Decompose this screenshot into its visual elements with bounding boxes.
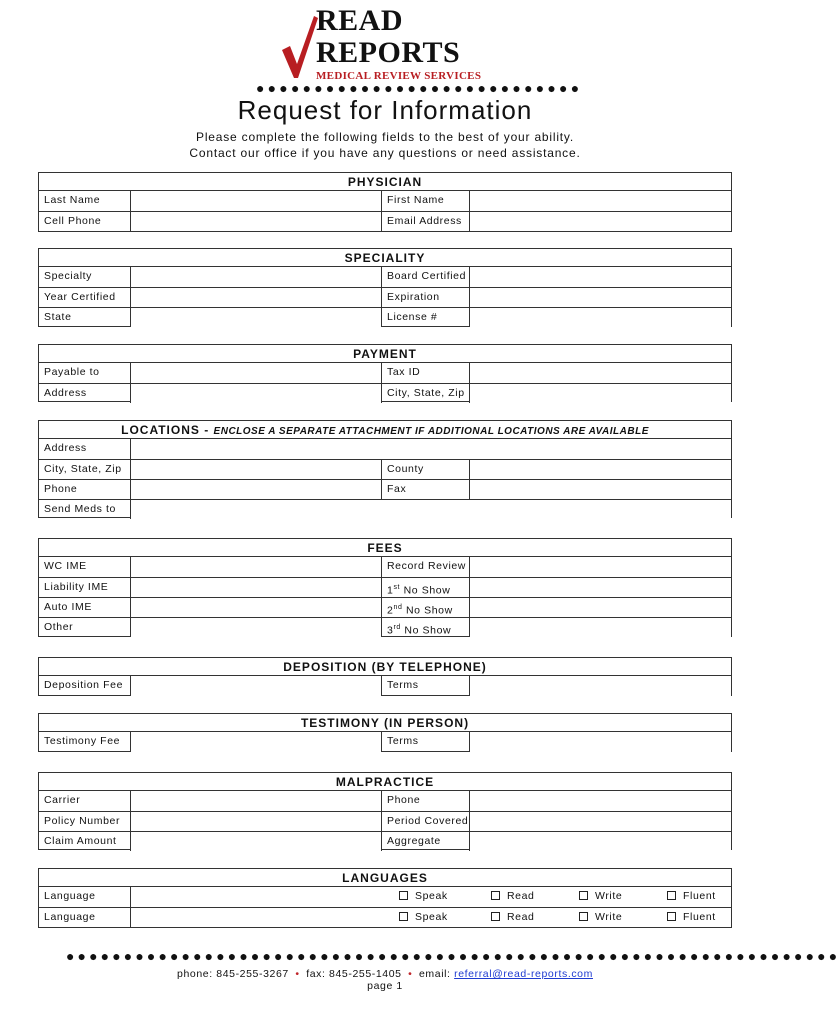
form-row (39, 557, 731, 577)
deposition-section (38, 657, 732, 696)
expiration-field[interactable] (469, 288, 731, 307)
location-city-state-zip-field[interactable] (130, 460, 381, 479)
location-address-field[interactable] (130, 439, 731, 459)
read-checkbox[interactable] (469, 908, 557, 927)
aggregate-field[interactable] (469, 832, 731, 851)
county-field[interactable] (469, 460, 731, 479)
form-row (39, 479, 731, 499)
checkbox-label: Speak (415, 911, 448, 923)
checkbox-icon[interactable] (491, 912, 500, 921)
checkbox-icon[interactable] (399, 912, 408, 921)
checkbox-icon[interactable] (667, 912, 676, 921)
section-header-deposition: DEPOSITION (BY TELEPHONE) (39, 658, 731, 676)
payment-city-state-zip-field[interactable] (469, 384, 731, 403)
footer-bullet: • (408, 968, 413, 980)
company-logo (280, 4, 510, 84)
form-row (39, 831, 731, 851)
last-name-field[interactable] (130, 191, 381, 211)
year-certified-field[interactable] (130, 288, 381, 307)
form-row (39, 267, 731, 287)
footer-bullet: • (295, 968, 300, 980)
checkbox-icon[interactable] (491, 891, 500, 900)
intro-line-2: Contact our office if you have any questions or need assistance. (189, 146, 581, 160)
field-label: Cell Phone (44, 215, 102, 227)
field-label: Payable to (44, 366, 100, 378)
second-no-show-fee-field[interactable] (469, 598, 731, 617)
field-label: Claim Amount (44, 835, 117, 847)
form-row (39, 732, 731, 752)
field-label: Last Name (44, 194, 101, 206)
checkbox-icon[interactable] (579, 912, 588, 921)
form-row (39, 617, 731, 637)
ordinal-suffix: rd (393, 624, 401, 631)
form-row (39, 287, 731, 307)
field-label (381, 578, 469, 597)
send-meds-to-field[interactable] (130, 500, 731, 519)
field-label: Phone (44, 483, 78, 495)
footer-email-label: email: (418, 968, 455, 980)
checkbox-icon[interactable] (399, 891, 408, 900)
decorative-divider-top: ●●●●●●●●●●●●●●●●●●●●●●●●●●●● (256, 80, 583, 96)
form-row (39, 191, 731, 211)
payment-section (38, 344, 732, 402)
checkbox-label: Fluent (683, 890, 716, 902)
auto-ime-fee-field[interactable] (130, 598, 381, 617)
field-label: Other (44, 621, 74, 633)
field-label: Aggregate (381, 832, 469, 851)
field-label: Auto IME (44, 601, 92, 613)
license-field[interactable] (469, 308, 731, 327)
decorative-divider-bottom: ●●●●●●●●●●●●●●●●●●●●●●●●●●●●●●●●●●●●●●●●●●●●●●●●●●●●●●●●●●●●●●●●●●● (66, 948, 840, 964)
page-number: page 1 (367, 980, 403, 992)
form-row (39, 791, 731, 811)
field-label: Terms (381, 732, 469, 752)
language-field[interactable] (130, 908, 381, 927)
claim-amount-field[interactable] (130, 832, 381, 851)
field-label: License # (381, 308, 469, 327)
liability-ime-fee-field[interactable] (130, 578, 381, 597)
language-field[interactable] (130, 887, 381, 907)
section-header-fees: FEES (39, 539, 731, 557)
field-label: City, State, Zip (381, 384, 469, 403)
cell-phone-field[interactable] (130, 212, 381, 231)
testimony-section (38, 713, 732, 752)
field-label (381, 598, 469, 617)
field-label: Deposition Fee (44, 679, 124, 691)
payment-address-field[interactable] (130, 384, 381, 403)
checkbox-icon[interactable] (579, 891, 588, 900)
checkbox-label: Speak (415, 890, 448, 902)
deposition-terms-field[interactable] (469, 676, 731, 696)
field-label: Policy Number (44, 815, 121, 827)
period-covered-field[interactable] (469, 812, 731, 831)
write-checkbox[interactable] (557, 887, 645, 907)
checkbox-label: Read (507, 890, 535, 902)
specialty-field[interactable] (130, 267, 381, 287)
form-row (39, 597, 731, 617)
checkbox-label: Write (595, 890, 623, 902)
locations-note: ENCLOSE A SEPARATE ATTACHMENT IF ADDITIONAL LOCATIONS ARE AVAILABLE (213, 426, 649, 437)
form-row (39, 811, 731, 831)
record-review-fee-field[interactable] (469, 557, 731, 577)
form-row (39, 499, 731, 519)
field-label: Email Address (381, 212, 469, 231)
malpractice-phone-field[interactable] (469, 791, 731, 811)
board-certified-field[interactable] (469, 267, 731, 287)
first-name-field[interactable] (469, 191, 731, 211)
first-no-show-fee-field[interactable] (469, 578, 731, 597)
field-label: State (44, 311, 72, 323)
footer-contact (0, 968, 770, 980)
field-label: Fax (381, 480, 469, 499)
fluent-checkbox[interactable] (645, 908, 731, 927)
field-label: Year Certified (44, 291, 116, 303)
testimony-fee-field[interactable] (130, 732, 381, 752)
ordinal-suffix: nd (393, 604, 403, 611)
state-field[interactable] (130, 308, 381, 327)
email-field[interactable] (469, 212, 731, 231)
section-header-locations (39, 421, 731, 439)
field-label: Expiration (381, 288, 469, 307)
field-label: County (381, 460, 469, 479)
field-label: Carrier (44, 794, 81, 806)
field-label: Tax ID (381, 363, 469, 383)
locations-section (38, 420, 732, 518)
fees-section (38, 538, 732, 637)
location-phone-field[interactable] (130, 480, 381, 499)
field-label: Language (44, 911, 96, 923)
form-row (39, 459, 731, 479)
field-label: Address (44, 387, 87, 399)
third-no-show-fee-field[interactable] (469, 618, 731, 637)
field-label (381, 618, 469, 637)
field-label: Terms (381, 676, 469, 696)
no-show-label: No Show (402, 604, 453, 617)
checkbox-label: Read (507, 911, 535, 923)
field-label: Record Review (381, 557, 469, 577)
field-label: Board Certified (381, 267, 469, 287)
footer-phone: phone: 845-255-3267 (177, 968, 289, 980)
no-show-label: No Show (400, 584, 451, 597)
languages-section (38, 868, 732, 928)
locations-title: LOCATIONS - (121, 423, 214, 437)
field-label: Address (44, 442, 87, 454)
language-row (39, 907, 731, 927)
field-label: Liability IME (44, 581, 109, 593)
section-header-physician: PHYSICIAN (39, 173, 731, 191)
malpractice-section (38, 772, 732, 850)
form-row (39, 363, 731, 383)
ordinal-number: 1 (387, 584, 394, 597)
tax-id-field[interactable] (469, 363, 731, 383)
form-row (39, 307, 731, 327)
checkbox-label: Fluent (683, 911, 716, 923)
field-label: Testimony Fee (44, 735, 121, 747)
read-checkbox[interactable] (469, 887, 557, 907)
form-row (39, 577, 731, 597)
ordinal-number: 2 (387, 604, 394, 617)
speciality-section (38, 248, 732, 327)
speak-checkbox[interactable] (381, 887, 469, 907)
footer-fax: fax: 845-255-1405 (306, 968, 402, 980)
language-row (39, 887, 731, 907)
logo-text-reports: REPORTS (316, 36, 461, 69)
payable-to-field[interactable] (130, 363, 381, 383)
fluent-checkbox[interactable] (645, 887, 731, 907)
write-checkbox[interactable] (557, 908, 645, 927)
field-label: First Name (381, 191, 469, 211)
logo-tagline: MEDICAL REVIEW SERVICES (316, 70, 482, 82)
form-row (39, 211, 731, 231)
field-label: WC IME (44, 560, 87, 572)
fax-field[interactable] (469, 480, 731, 499)
policy-number-field[interactable] (130, 812, 381, 831)
ordinal-number: 3 (387, 624, 394, 637)
form-row (39, 676, 731, 696)
intro-line-1: Please complete the following fields to the best of your ability. (196, 130, 574, 144)
checkmark-icon (280, 12, 320, 82)
field-label: Language (44, 890, 96, 902)
checkbox-label: Write (595, 911, 623, 923)
ordinal-suffix: st (393, 584, 401, 591)
form-row (39, 439, 731, 459)
field-label: Send Meds to (44, 503, 116, 515)
no-show-label: No Show (400, 624, 452, 637)
section-header-speciality: SPECIALITY (39, 249, 731, 267)
section-header-payment: PAYMENT (39, 345, 731, 363)
speak-checkbox[interactable] (381, 908, 469, 927)
field-label: Specialty (44, 270, 93, 282)
wc-ime-fee-field[interactable] (130, 557, 381, 577)
physician-section (38, 172, 732, 232)
checkbox-icon[interactable] (667, 891, 676, 900)
deposition-fee-field[interactable] (130, 676, 381, 696)
section-header-testimony: TESTIMONY (IN PERSON) (39, 714, 731, 732)
footer-email-link[interactable]: referral@read-reports.com (454, 968, 593, 980)
carrier-field[interactable] (130, 791, 381, 811)
section-header-languages: LANGUAGES (39, 869, 731, 887)
field-label: Period Covered (381, 812, 469, 831)
logo-text-read: READ (316, 4, 404, 37)
field-label: City, State, Zip (44, 463, 122, 475)
page-title: Request for Information (237, 95, 533, 125)
testimony-terms-field[interactable] (469, 732, 731, 752)
form-row (39, 383, 731, 403)
field-label: Phone (381, 791, 469, 811)
section-header-malpractice: MALPRACTICE (39, 773, 731, 791)
other-fee-field[interactable] (130, 618, 381, 637)
